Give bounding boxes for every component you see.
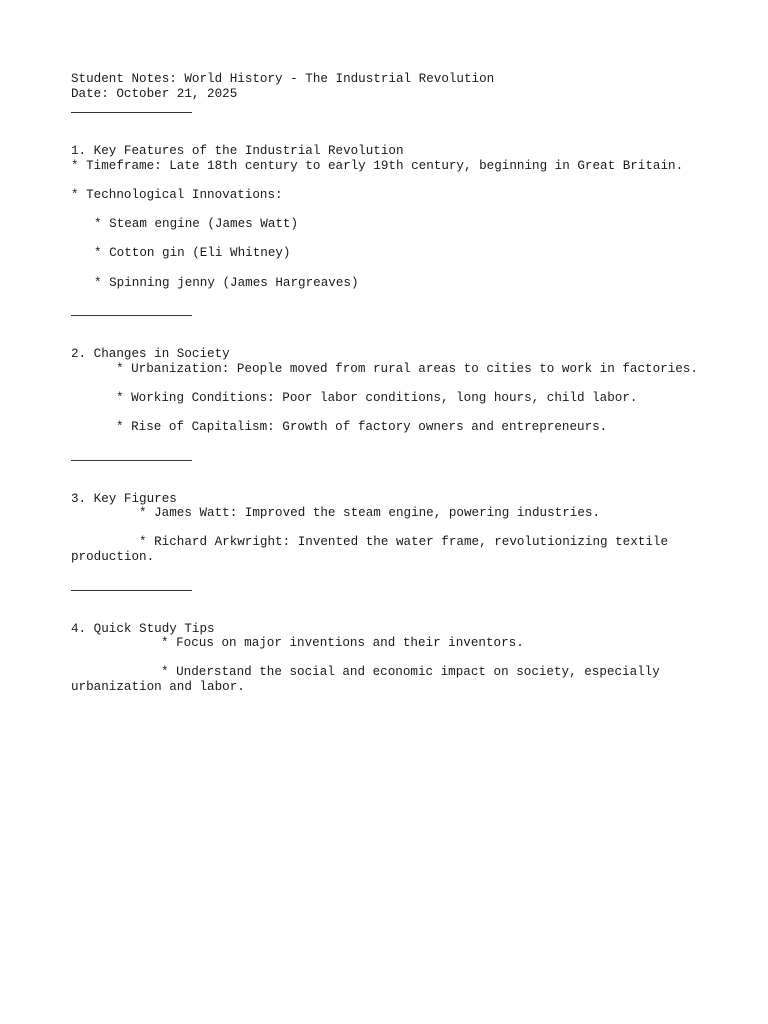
section-quick-study-tips bbox=[71, 622, 711, 695]
document-title: Student Notes: World History - The Industrial Revolution bbox=[71, 72, 495, 86]
list-item: * Richard Arkwright: Invented the water frame, revolutionizing textile bbox=[139, 535, 669, 550]
section-key-figures bbox=[71, 492, 711, 565]
section-changes-in-society bbox=[71, 347, 711, 435]
list-item: * Focus on major inventions and their inventors. bbox=[161, 636, 524, 651]
list-item: * Technological Innovations: bbox=[71, 187, 283, 202]
list-item: * Understand the social and economic impact on society, especially bbox=[161, 665, 660, 680]
document-date: Date: October 21, 2025 bbox=[71, 86, 238, 101]
notes-document bbox=[71, 72, 711, 695]
list-item-continuation: urbanization and labor. bbox=[71, 680, 245, 695]
section-heading: 1. Key Features of the Industrial Revolution bbox=[71, 144, 404, 159]
list-item: * Urbanization: People moved from rural areas to cities to work in factories. bbox=[116, 361, 698, 376]
list-item: * James Watt: Improved the steam engine, powering industries. bbox=[139, 506, 601, 521]
section-heading: 4. Quick Study Tips bbox=[71, 621, 215, 636]
list-item: * Rise of Capitalism: Growth of factory owners and entrepreneurs. bbox=[116, 420, 608, 435]
section-heading: 3. Key Figures bbox=[71, 491, 177, 506]
list-item: * Cotton gin (Eli Whitney) bbox=[94, 246, 291, 261]
section-key-features bbox=[71, 144, 711, 290]
list-item: * Spinning jenny (James Hargreaves) bbox=[94, 275, 359, 290]
list-item: * Timeframe: Late 18th century to early 19th century, beginning in Great Britain. bbox=[71, 158, 684, 173]
list-item: * Steam engine (James Watt) bbox=[94, 217, 299, 232]
list-item: * Working Conditions: Poor labor conditions, long hours, child labor. bbox=[116, 390, 638, 405]
list-item-continuation: production. bbox=[71, 550, 155, 565]
section-heading: 2. Changes in Society bbox=[71, 347, 230, 362]
